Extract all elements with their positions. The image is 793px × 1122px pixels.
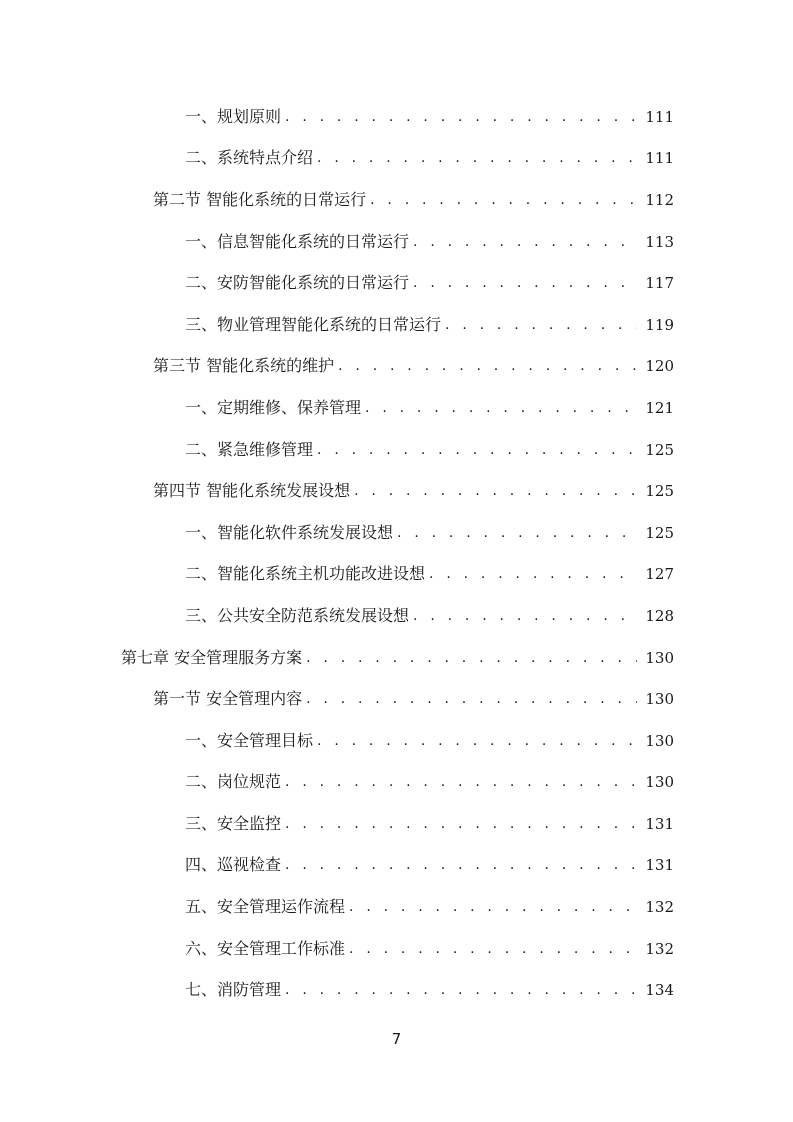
toc-entry[interactable] — [0, 803, 793, 845]
dot-leader — [349, 939, 637, 959]
toc-entry-page: 113 — [645, 232, 674, 251]
toc-entry-page: 128 — [645, 606, 674, 625]
toc-entry[interactable] — [0, 886, 793, 928]
dot-leader — [285, 814, 637, 834]
toc-entry-title: 二、智能化系统主机功能改进设想 — [185, 564, 426, 584]
dot-leader — [285, 855, 637, 875]
toc-entry-title: 一、智能化软件系统发展设想 — [185, 522, 394, 542]
toc-entry-page: 132 — [645, 939, 674, 958]
toc-entry-title: 一、定期维修、保养管理 — [185, 397, 362, 417]
toc-entry[interactable] — [0, 470, 793, 512]
toc-entry-page: 120 — [645, 357, 674, 376]
toc-entry-page: 130 — [645, 731, 674, 750]
toc-entry[interactable] — [0, 138, 793, 180]
dot-leader — [365, 398, 637, 418]
toc-entry-title: 第二节 智能化系统的日常运行 — [153, 189, 367, 209]
dot-leader — [429, 564, 637, 584]
toc-entry-title: 二、紧急维修管理 — [185, 439, 314, 459]
toc-entry-page: 134 — [645, 981, 674, 1000]
dot-leader — [285, 772, 637, 792]
toc-entry-page: 125 — [645, 482, 674, 501]
toc-entry[interactable] — [0, 554, 793, 596]
toc-entry-title: 五、安全管理运作流程 — [185, 897, 346, 917]
toc-entry-title: 一、规划原则 — [185, 106, 282, 126]
toc-entry-page: 131 — [645, 814, 674, 833]
toc-entry[interactable] — [0, 845, 793, 887]
toc-entry-title: 一、信息智能化系统的日常运行 — [185, 231, 410, 251]
toc-entry-page: 112 — [645, 190, 674, 209]
toc-entry[interactable] — [0, 221, 793, 263]
toc-entry[interactable] — [0, 595, 793, 637]
toc-entry-title: 第四节 智能化系统发展设想 — [153, 481, 351, 501]
toc-entry-title: 四、巡视检查 — [185, 855, 282, 875]
toc-entry[interactable] — [0, 346, 793, 388]
toc-entry-title: 第一节 安全管理内容 — [153, 689, 303, 709]
toc-entry[interactable] — [0, 678, 793, 720]
toc-entry-page: 125 — [645, 523, 674, 542]
toc-entry-title: 二、系统特点介绍 — [185, 148, 314, 168]
table-of-contents — [0, 96, 793, 1011]
toc-entry-title: 一、安全管理目标 — [185, 730, 314, 750]
toc-entry-page: 130 — [645, 773, 674, 792]
toc-entry-page: 127 — [645, 565, 674, 584]
dot-leader — [397, 523, 637, 543]
dot-leader — [306, 648, 637, 668]
dot-leader — [317, 148, 637, 168]
toc-entry-title: 六、安全管理工作标准 — [185, 938, 346, 958]
dot-leader — [413, 273, 637, 293]
toc-entry-title: 七、消防管理 — [185, 980, 282, 1000]
toc-entry[interactable] — [0, 720, 793, 762]
toc-entry[interactable] — [0, 637, 793, 679]
toc-entry[interactable] — [0, 304, 793, 346]
toc-entry-title: 三、安全监控 — [185, 813, 282, 833]
dot-leader — [317, 440, 637, 460]
toc-entry-title: 三、公共安全防范系统发展设想 — [185, 605, 410, 625]
dot-leader — [306, 689, 637, 709]
toc-entry[interactable] — [0, 969, 793, 1011]
dot-leader — [413, 606, 637, 626]
toc-entry[interactable] — [0, 512, 793, 554]
toc-entry-page: 125 — [645, 440, 674, 459]
dot-leader — [370, 190, 637, 210]
toc-entry-page: 130 — [645, 690, 674, 709]
toc-entry-page: 130 — [645, 648, 674, 667]
toc-entry-page: 117 — [645, 274, 674, 293]
dot-leader — [349, 897, 637, 917]
toc-entry[interactable] — [0, 387, 793, 429]
page-number: 7 — [391, 1030, 402, 1048]
dot-leader — [338, 356, 637, 376]
dot-leader — [285, 107, 637, 127]
toc-entry[interactable] — [0, 96, 793, 138]
toc-entry-page: 111 — [645, 149, 674, 168]
dot-leader — [413, 232, 637, 252]
toc-entry-page: 119 — [645, 315, 674, 334]
toc-entry-title: 第七章 安全管理服务方案 — [121, 647, 303, 667]
dot-leader — [285, 980, 637, 1000]
toc-entry-page: 132 — [645, 898, 674, 917]
toc-entry-page: 131 — [645, 856, 674, 875]
dot-leader — [445, 315, 637, 335]
toc-entry-title: 二、安防智能化系统的日常运行 — [185, 273, 410, 293]
dot-leader — [354, 481, 637, 501]
toc-entry[interactable] — [0, 262, 793, 304]
toc-entry-title: 二、岗位规范 — [185, 772, 282, 792]
dot-leader — [317, 731, 637, 751]
toc-entry[interactable] — [0, 762, 793, 804]
toc-entry[interactable] — [0, 429, 793, 471]
toc-entry-page: 121 — [645, 398, 674, 417]
toc-entry[interactable] — [0, 928, 793, 970]
toc-entry[interactable] — [0, 179, 793, 221]
toc-entry-title: 第三节 智能化系统的维护 — [153, 356, 335, 376]
toc-entry-page: 111 — [645, 107, 674, 126]
toc-entry-title: 三、物业管理智能化系统的日常运行 — [185, 314, 442, 334]
